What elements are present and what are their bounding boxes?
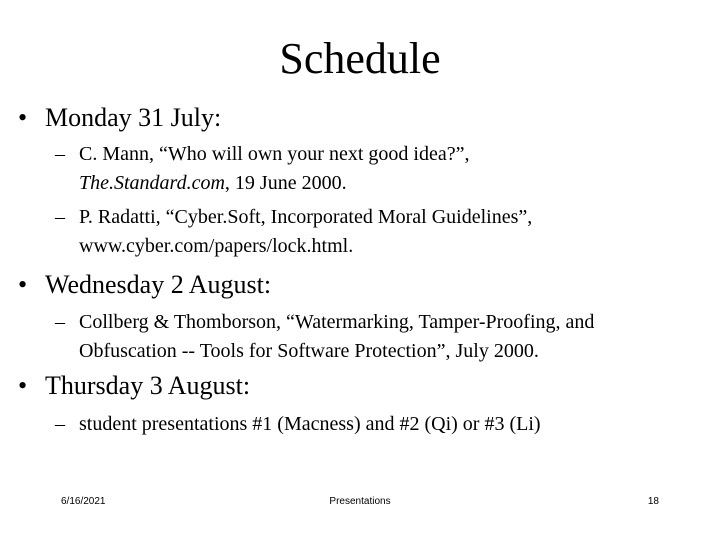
source-date: , 19 June 2000. (224, 172, 347, 194)
sub-item-presentations (55, 410, 541, 439)
bullet-heading-thursday: Thursday 3 August: (45, 371, 251, 400)
slide-title: Schedule (279, 34, 441, 83)
sub-item-collberg (55, 308, 594, 366)
footer-page-number: 18 (647, 496, 659, 507)
bullet-heading-monday: Monday 31 July: (45, 103, 222, 132)
dash-mark: – (55, 311, 65, 333)
sub-item-radatti-line2: www.cyber.com/papers/lock.html. (79, 235, 354, 257)
dash-mark: – (55, 143, 65, 165)
sub-item-collberg-line2: Obfuscation -- Tools for Software Protection”, July 2000. (79, 340, 539, 362)
bullet-thursday (18, 371, 250, 401)
sub-item-mann (55, 140, 469, 198)
sub-item-radatti (55, 203, 532, 261)
bullet-wednesday (18, 270, 271, 300)
bullet-mark: • (18, 270, 28, 299)
bullet-monday (18, 103, 221, 133)
footer-title: Presentations (329, 496, 391, 507)
bullet-heading-wednesday: Wednesday 2 August: (45, 270, 272, 299)
dash-mark: – (55, 413, 65, 435)
sub-item-mann-line2 (55, 169, 469, 198)
sub-item-radatti-line1: P. Radatti, “Cyber.Soft, Incorporated Moral Guidelines”, (79, 206, 533, 228)
bullet-mark: • (18, 103, 28, 132)
sub-item-collberg-line1: Collberg & Thomborson, “Watermarking, Tamper-Proofing, and (79, 311, 595, 333)
sub-item-mann-line1: C. Mann, “Who will own your next good idea?”, (79, 143, 470, 165)
dash-mark: – (55, 206, 65, 228)
sub-item-presentations-line1: student presentations #1 (Macness) and #2 (Qi) or #3 (Li) (79, 413, 541, 435)
source-title-italic: The.Standard.com (79, 172, 225, 194)
bullet-mark: • (18, 371, 28, 400)
footer-date: 6/16/2021 (61, 496, 106, 507)
